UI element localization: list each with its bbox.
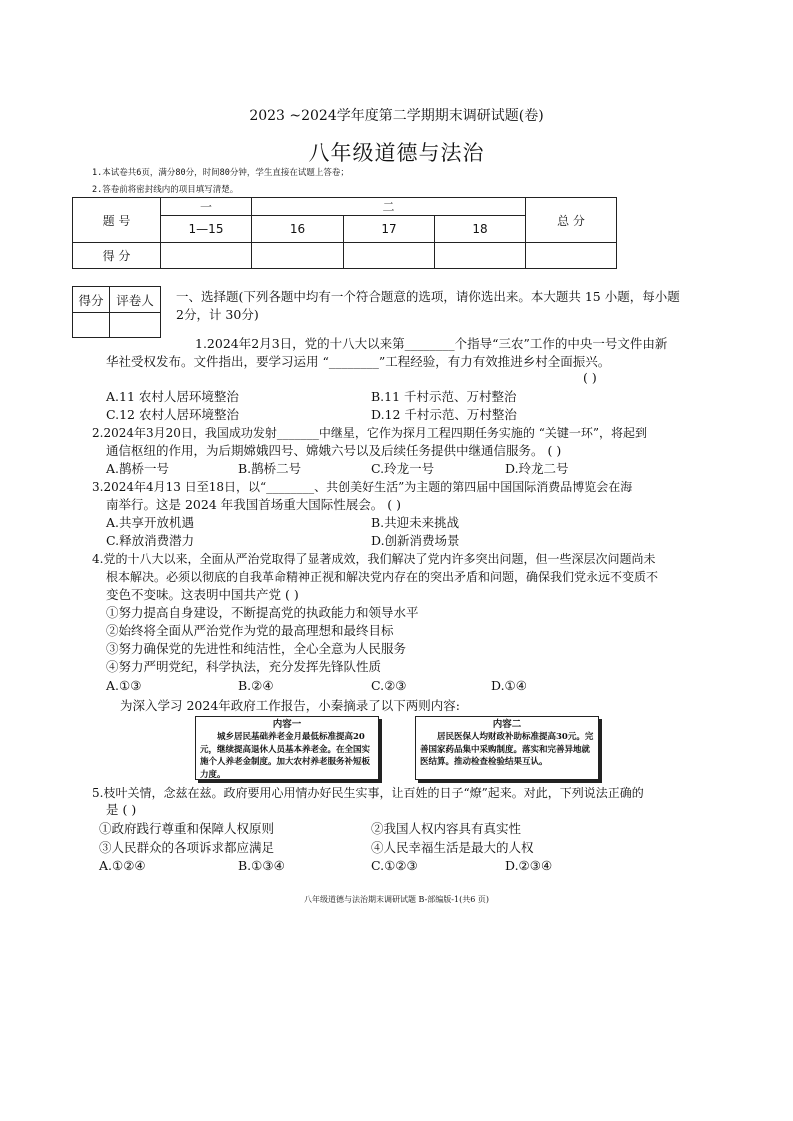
q3-option-a: A.共享开放机遇 [106, 515, 195, 530]
score-cell [252, 243, 344, 269]
q5-line1: 5.枝叶关情，念兹在兹。政府要用心用情办好民生实事，让百姓的日子“燎”起来。对此，下列说法正确的 [92, 786, 644, 800]
q4-option-d: D.①④ [491, 678, 527, 693]
content-box-1-title: 内容一 [272, 719, 302, 730]
q5-line2: 是 ( ) [106, 802, 137, 817]
q4-statement-1: ①努力提高自身建设，不断提高党的执政能力和领导水平 [106, 605, 419, 620]
q2-option-a: A.鹊桥一号 [106, 461, 170, 476]
q3-line2: 南举行。这是 2024 年我国首场重大国际性展会。 ( ) [106, 497, 401, 512]
score-table-range-1-15: 1—15 [161, 216, 252, 243]
q1-option-c: C.12 农村人居环境整治 [106, 407, 239, 422]
q5-intro: 为深入学习 2024年政府工作报告，小秦摘录了以下两则内容: [120, 698, 460, 713]
q2-option-b: B.鹊桥二号 [238, 461, 302, 476]
content-box-2-title: 内容二 [492, 719, 522, 730]
grader-name-cell [110, 313, 161, 338]
section-heading-line1: 一、选择题(下列各题中均有一个符合题意的选项，请你选出来。本大题共 15 小题，每小题 [176, 289, 680, 304]
score-cell [526, 243, 617, 269]
grader-score-label: 得分 [73, 287, 110, 313]
exam-note-2: 2.答卷前将密封线内的项目填写清楚。 [92, 185, 239, 195]
score-table-q17: 17 [344, 216, 435, 243]
content-box-2 [415, 716, 599, 780]
score-table-part2: 二 [252, 198, 526, 216]
q1-option-a: A.11 农村人居环境整治 [106, 389, 239, 404]
q1-answer-paren: ( ) [583, 370, 597, 385]
score-table-score-label: 得 分 [73, 243, 161, 269]
q4-line1: 4.党的十八大以来，全面从严治党取得了显著成效，我们解决了党内许多突出问题，但一些深层次问题尚未 [92, 552, 656, 566]
exam-title: 八年级道德与法治 [308, 141, 485, 165]
q4-statement-4: ④努力严明党纪，科学执法，充分发挥先锋队性质 [106, 659, 382, 674]
q3-line1: 3.2024年4月13 日至18日，以“________、共创美好生活”为主题的第四届中国国际消费品博览会在海 [92, 480, 633, 494]
grader-name-label: 评卷人 [110, 287, 161, 313]
score-cell [435, 243, 526, 269]
q4-statement-2: ②始终将全面从严治党作为党的最高理想和最终目标 [106, 623, 394, 638]
score-cell [344, 243, 435, 269]
q1-option-d: D.12 千村示范、万村整治 [371, 407, 517, 422]
q2-option-c: C.玲龙一号 [371, 461, 435, 476]
q5-statement-4: ④人民幸福生活是最大的人权 [371, 840, 534, 855]
q5-option-c: C.①②③ [371, 858, 418, 873]
score-table-part1: 一 [161, 198, 252, 216]
q1-line1: 1.2024年2月3日，党的十八大以来第________个指导“三农”工作的中央一号文件由新 [195, 336, 668, 351]
q3-option-b: B.共迎未来挑战 [371, 515, 460, 530]
q4-option-c: C.②③ [371, 678, 407, 693]
q1-option-b: B.11 千村示范、万村整治 [371, 389, 517, 404]
score-table-q16: 16 [252, 216, 344, 243]
q4-statement-3: ③努力确保党的先进性和纯洁性，全心全意为人民服务 [106, 641, 407, 656]
q4-option-b: B.②④ [238, 678, 274, 693]
q4-line3: 变色不变味。这表明中国共产党 ( ) [106, 587, 299, 602]
q2-line2: 通信枢纽的作用，为后期嫦娥四号、嫦娥六号以及后续任务提供中继通信服务。 ( ) [106, 443, 562, 458]
score-table-q18: 18 [435, 216, 526, 243]
exam-header: 2023 ~2024学年度第二学期期末调研试题(卷) [249, 108, 544, 124]
score-table-total: 总 分 [526, 198, 617, 243]
content-box-2-body: 居民医保人均财政补助标准提高30元。完善国家药品集中采购制度。落实和完善异地就医结算。推动检查检验结果互认。 [420, 732, 594, 767]
content-box-1-body: 城乡居民基础养老金月最低标准提高20元，继续提高退休人员基本养老金。在全国实施个人养老金制度。加大农村养老服务补短板力度。 [200, 732, 371, 780]
score-table-question-label: 题 号 [73, 198, 161, 243]
q1-line2: 华社受权发布。文件指出，要学习运用 “________”工程经验，有力有效推进乡村全面振兴。 [106, 354, 611, 369]
q5-statement-2: ②我国人权内容具有真实性 [371, 821, 522, 836]
q5-option-d: D.②③④ [505, 858, 553, 873]
q5-option-b: B.①③④ [238, 858, 285, 873]
score-cell [161, 243, 252, 269]
grader-score-cell [73, 313, 110, 338]
content-box-1 [195, 716, 379, 780]
section-heading-line2: 2分，计 30分) [176, 307, 259, 322]
q2-option-d: D.玲龙二号 [505, 461, 569, 476]
q4-line2: 根本解决。必须以彻底的自我革命精神正视和解决党内存在的突出矛盾和问题，确保我们党永远不变质不 [106, 570, 659, 584]
q3-option-c: C.释放消费潜力 [106, 533, 195, 548]
exam-note-1: 1.本试卷共6页，满分80分，时间80分钟，学生直接在试题上答卷； [92, 168, 349, 178]
q5-statement-3: ③人民群众的各项诉求都应满足 [99, 840, 275, 855]
q3-option-d: D.创新消费场景 [371, 533, 460, 548]
score-table [72, 197, 617, 269]
q2-line1: 2.2024年3月20日，我国成功发射_______中继星，它作为探月工程四期任务实施的 “关键一环”，将起到 [92, 426, 647, 440]
q5-statement-1: ①政府践行尊重和保障人权原则 [99, 821, 275, 836]
q5-option-a: A.①②④ [99, 858, 146, 873]
grader-table [72, 286, 161, 338]
page-footer: 八年级道德与法治期末调研试题 B-部编版-1(共6 页) [304, 895, 489, 904]
q4-option-a: A.①③ [106, 678, 142, 693]
